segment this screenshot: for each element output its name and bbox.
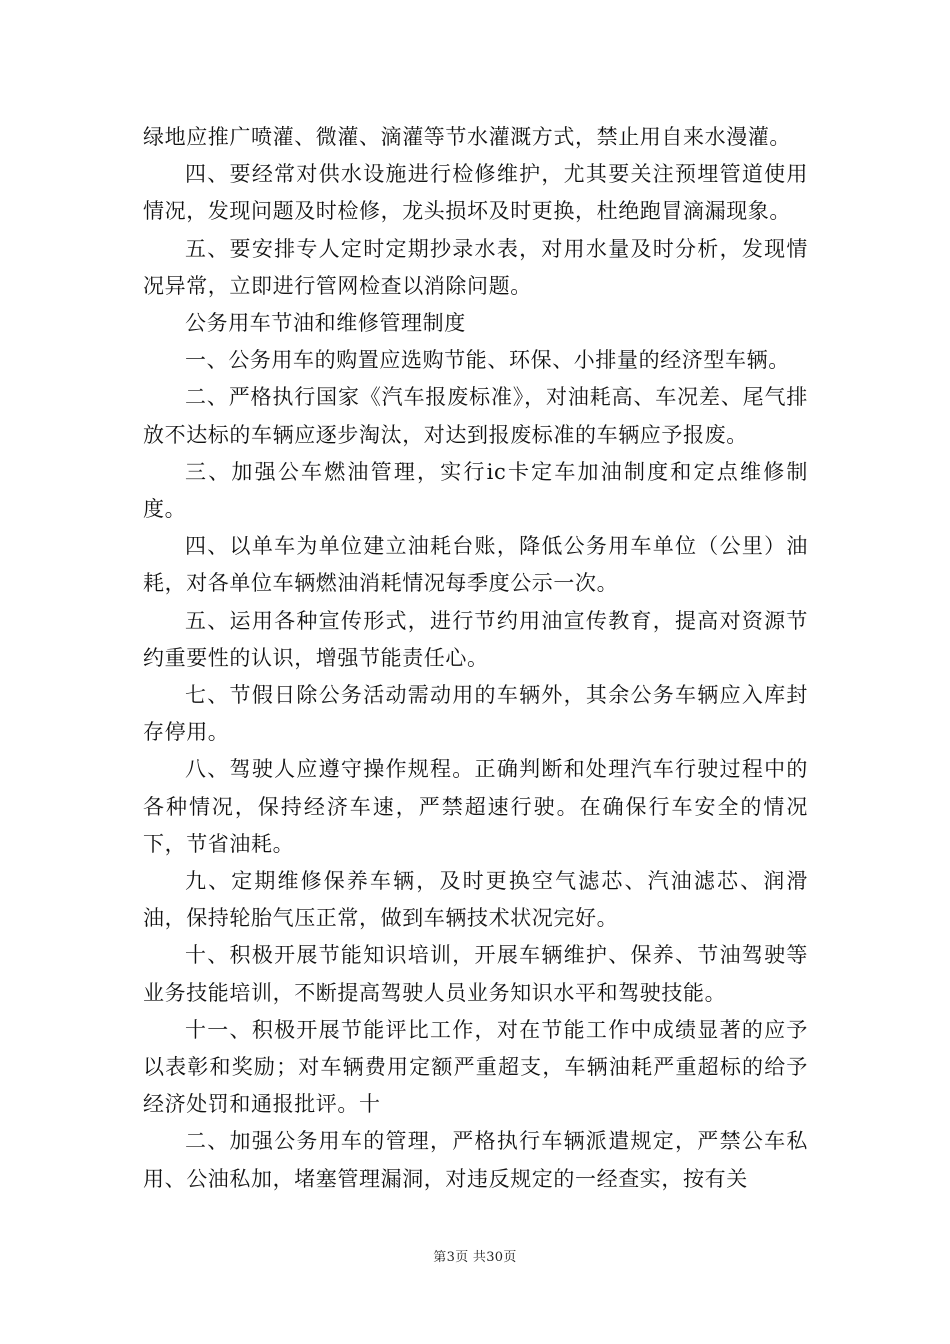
paragraph: 十、积极开展节能知识培训，开展车辆维护、保养、节油驾驶等业务技能培训，不断提高驾驶人员业务知识水平和驾驶技能。	[143, 943, 808, 1005]
paragraph: 九、定期维修保养车辆，及时更换空气滤芯、汽油滤芯、润滑油，保持轮胎气压正常，做到车辆技术状况完好。	[143, 869, 808, 931]
footer-suffix: 页	[503, 1250, 517, 1265]
paragraph: 二、加强公务用车的管理，严格执行车辆派遣规定，严禁公车私用、公油私加，堵塞管理漏洞，对违反规定的一经查实，按有关	[143, 1129, 808, 1191]
paragraph: 二、严格执行国家《汽车报废标准》，对油耗高、车况差、尾气排放不达标的车辆应逐步淘汰，对达到报废标准的车辆应予报废。	[143, 385, 808, 447]
footer-prefix: 第	[433, 1250, 447, 1265]
footer-middle: 页 共	[455, 1250, 487, 1265]
total-pages-number: 30	[486, 1250, 504, 1265]
paragraph: 十一、积极开展节能评比工作，对在节能工作中成绩显著的应予以表彰和奖励；对车辆费用定额严重超支，车辆油耗严重超标的给予经济处罚和通报批评。十	[143, 1017, 808, 1117]
page-footer	[0, 1249, 950, 1267]
current-page-number: 3	[446, 1250, 456, 1265]
paragraph: 三、加强公车燃油管理，实行ic卡定车加油制度和定点维修制度。	[143, 459, 808, 522]
paragraph: 八、驾驶人应遵守操作规程。正确判断和处理汽车行驶过程中的各种情况，保持经济车速，严禁超速行驶。在确保行车安全的情况下，节省油耗。	[143, 757, 808, 856]
paragraph: 绿地应推广喷灌、微灌、滴灌等节水灌溉方式，禁止用自来水漫灌。	[143, 125, 791, 149]
paragraph: 一、公务用车的购置应选购节能、环保、小排量的经济型车辆。	[185, 348, 790, 373]
paragraph: 四、以单车为单位建立油耗台账，降低公务用车单位（公里）油耗，对各单位车辆燃油消耗情况每季度公示一次。	[143, 534, 808, 596]
document-body	[143, 119, 808, 1198]
paragraph: 五、要安排专人定时定期抄录水表，对用水量及时分析，发现情况异常，立即进行管网检查以消除问题。	[143, 236, 808, 298]
section-heading: 公务用车节油和维修管理制度	[185, 311, 466, 336]
paragraph: 七、节假日除公务活动需动用的车辆外，其余公务车辆应入库封存停用。	[143, 683, 808, 745]
paragraph: 四、要经常对供水设施进行检修维护，尤其要关注预埋管道使用情况，发现问题及时检修，龙头损坏及时更换，杜绝跑冒滴漏现象。	[143, 162, 808, 224]
paragraph: 五、运用各种宣传形式，进行节约用油宣传教育，提高对资源节约重要性的认识，增强节能责任心。	[143, 608, 808, 670]
